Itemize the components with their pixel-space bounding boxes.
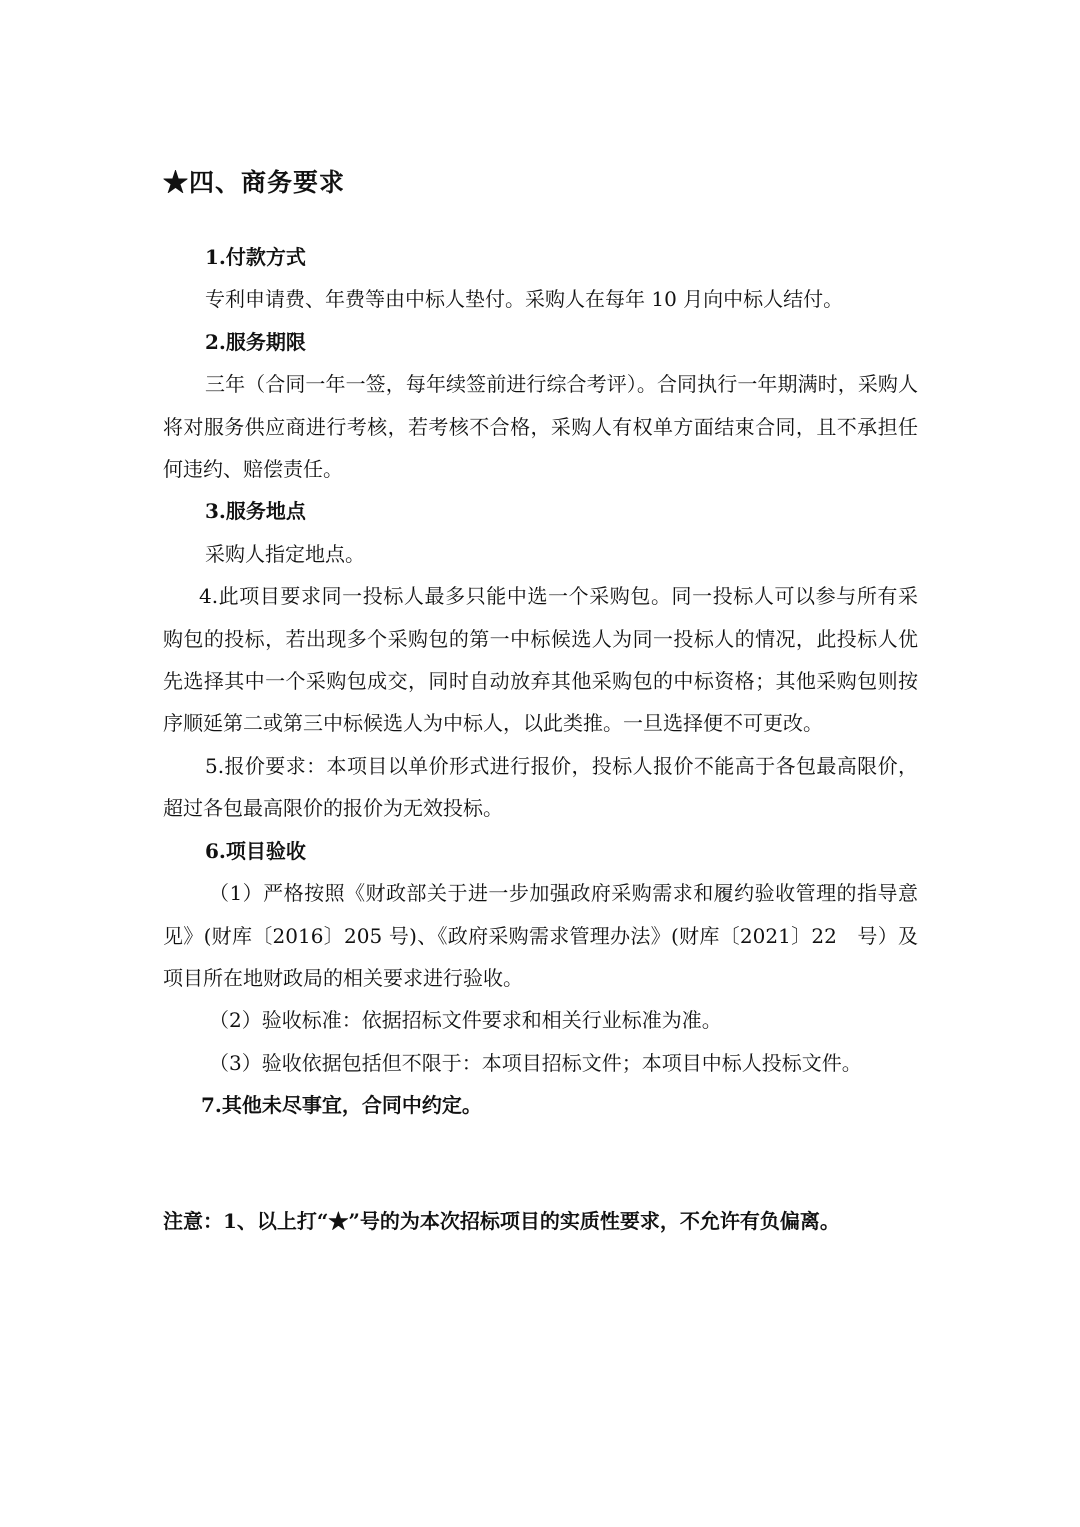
document-content xyxy=(163,236,918,1127)
quotation-requirement-text: 5.报价要求：本项目以单价形式进行报价，投标人报价不能高于各包最高限价，超过各包最高限价的报价为无效投标。 xyxy=(163,753,918,821)
service-period-text: 三年（合同一年一签，每年续签前进行综合考评）。合同执行一年期满时，采购人将对服务供应商进行考核，若考核不合格，采购人有权单方面结束合同，且不承担任何违约、赔偿责任。 xyxy=(163,372,918,482)
service-location-text: 采购人指定地点。 xyxy=(205,541,365,566)
acceptance-title: 6.项目验收 xyxy=(205,838,306,863)
acceptance-item-2: （2）验收标准：依据招标文件要求和相关行业标准为准。 xyxy=(209,1008,722,1033)
other-matters-title: 7.其他未尽事宜，合同中约定。 xyxy=(201,1093,482,1118)
acceptance-item-3: （3）验收依据包括但不限于：本项目招标文件；本项目中标人投标文件。 xyxy=(209,1050,862,1075)
payment-method-text: 专利申请费、年费等由中标人垫付。采购人在每年 10 月向中标人结付。 xyxy=(205,287,844,312)
section-heading: ★四、商务要求 xyxy=(163,168,346,197)
single-package-rule-text: 4.此项目要求同一投标人最多只能中选一个采购包。同一投标人可以参与所有采购包的投标，若出现多个采购包的第一中标候选人为同一投标人的情况，此投标人优先选择其中一个采购包成交，同时自动放弃其他采购包的中标资格；其他采购包则按序顺延第二或第三中标候选人为中标人，以此类推。一旦选择便不可更改。 xyxy=(163,584,918,736)
acceptance-item-1: （1）严格按照《财政部关于进一步加强政府采购需求和履约验收管理的指导意见》(财库〔2016〕205 号)、《政府采购需求管理办法》(财库〔2021〕22 号）及项目所在地财政局的相关要求进行验收。 xyxy=(163,881,918,990)
service-period-title: 2.服务期限 xyxy=(205,329,306,354)
payment-method-title: 1.付款方式 xyxy=(205,245,306,269)
attention-note: 注意：1、以上打“★”号的为本次招标项目的实质性要求，不允许有负偏离。 xyxy=(163,1209,840,1233)
service-location-title: 3.服务地点 xyxy=(205,499,306,524)
